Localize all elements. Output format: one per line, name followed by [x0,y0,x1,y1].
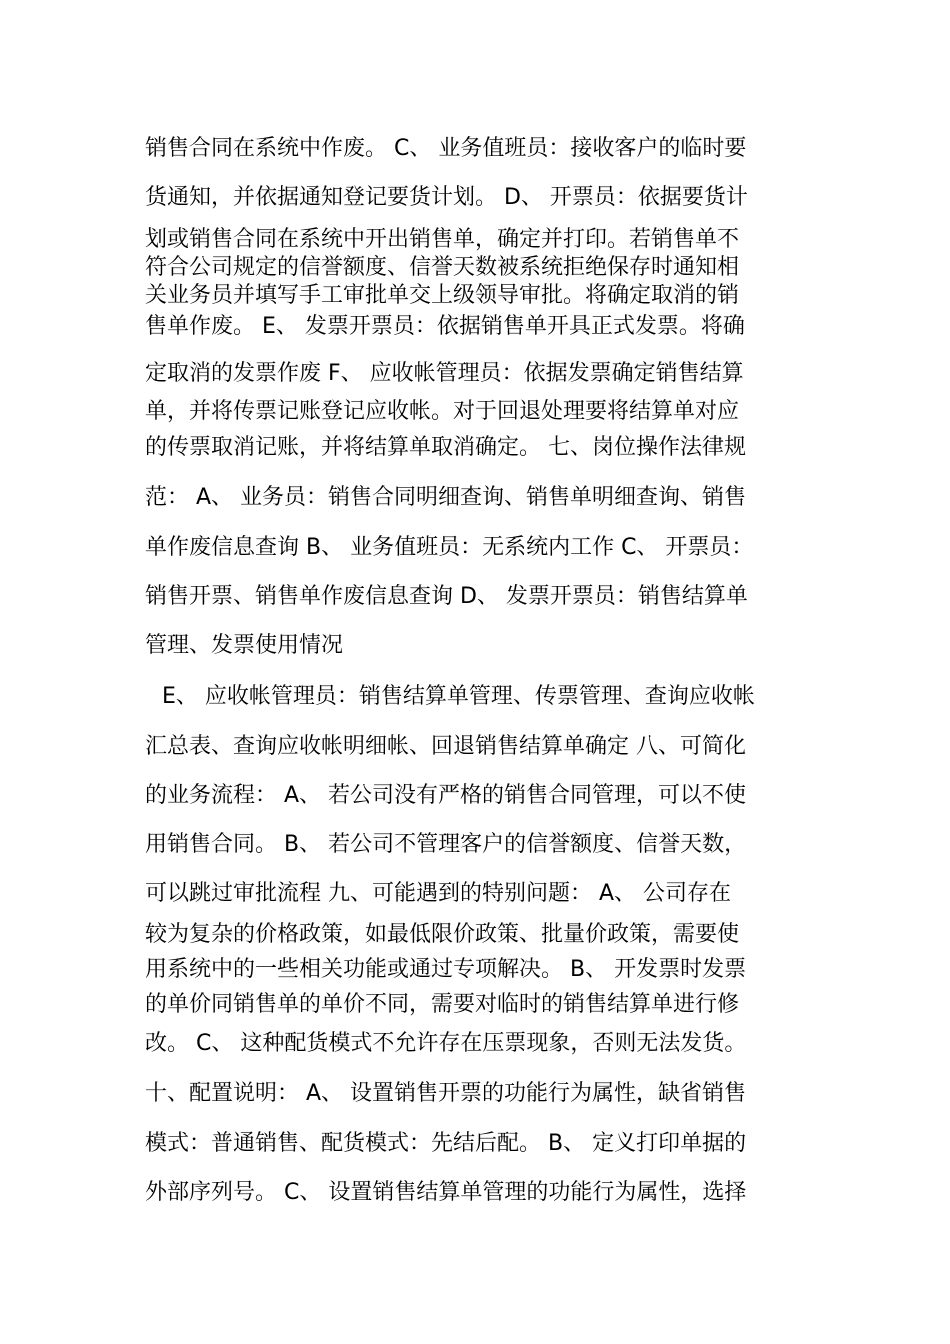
text-line: 单，并将传票记账登记应收帐。对于回退处理要将结算单对应 [145,399,740,424]
text-line: 外部序列号。 C、 设置销售结算单管理的功能行为属性，选择 [145,1180,747,1205]
text-line: 售单作废。 E、 发票开票员：依据销售单开具正式发票。将确 [145,314,745,339]
text-line: E、 应收帐管理员：销售结算单管理、传票管理、查询应收帐 [162,684,755,709]
text-line: 销售开票、销售单作废信息查询 D、 发票开票员：销售结算单 [145,584,748,609]
text-line: 符合公司规定的信誉额度、信誉天数被系统拒绝保存时通知相 [145,255,740,280]
text-line: 十、配置说明： A、 设置销售开票的功能行为属性，缺省销售 [145,1081,747,1106]
text-line: 划或销售合同在系统中开出销售单，确定并打印。若销售单不 [145,227,740,252]
text-line: 用销售合同。 B、 若公司不管理客户的信誉额度、信誉天数， [145,832,747,857]
text-line: 销售合同在系统中作废。 C、 业务值班员：接收客户的临时要 [145,136,747,161]
text-line: 关业务员并填写手工审批单交上级领导审批。将确定取消的销 [145,283,740,308]
text-line: 管理、发票使用情况 [145,633,344,658]
text-line: 的单价同销售单的单价不同，需要对临时的销售结算单进行修 [145,992,740,1017]
text-line: 范： A、 业务员：销售合同明细查询、销售单明细查询、销售 [145,485,747,510]
text-line: 模式：普通销售、配货模式：先结后配。 B、 定义打印单据的 [145,1131,747,1156]
text-line: 单作废信息查询 B、 业务值班员：无系统内工作 C、 开票员： [145,535,754,560]
text-line: 的业务流程： A、 若公司没有严格的销售合同管理，可以不使 [145,783,747,808]
text-line: 较为复杂的价格政策，如最低限价政策、批量价政策，需要使 [145,922,740,947]
text-line: 改。 C、 这种配货模式不允许存在压票现象，否则无法发货。 [145,1031,747,1056]
text-line: 定取消的发票作废 F、 应收帐管理员：依据发票确定销售结算 [145,361,744,386]
text-line: 货通知，并依据通知登记要货计划。 D、 开票员：依据要货计 [145,185,748,210]
text-line: 的传票取消记账，并将结算单取消确定。 七、岗位操作法律规 [145,435,746,460]
text-line: 汇总表、查询应收帐明细帐、回退销售结算单确定 八、可简化 [145,734,746,759]
text-line: 可以跳过审批流程 九、可能遇到的特别问题： A、 公司存在 [145,881,732,906]
text-line: 用系统中的一些相关功能或通过专项解决。 B、 开发票时发票 [145,957,747,982]
